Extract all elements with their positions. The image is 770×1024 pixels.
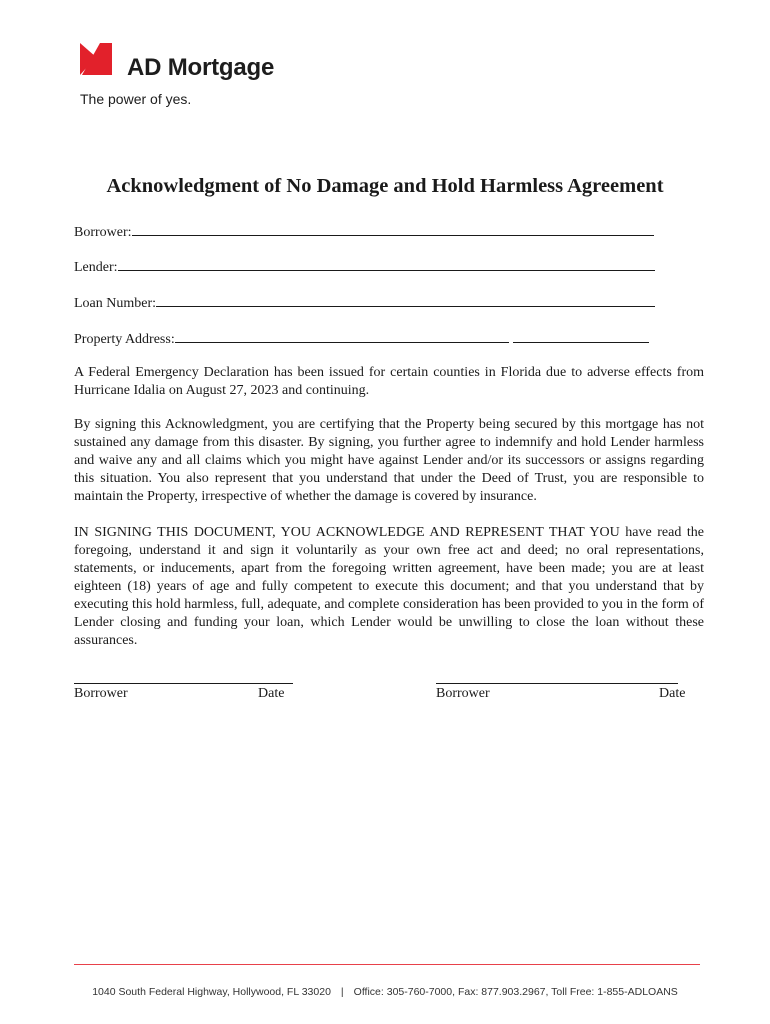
brand-name: AD Mortgage bbox=[127, 54, 275, 81]
footer bbox=[0, 986, 770, 998]
property-address-field bbox=[74, 328, 649, 348]
brand-tagline: The power of yes. bbox=[80, 91, 192, 107]
lender-field bbox=[74, 256, 655, 276]
lender-label: Lender: bbox=[74, 260, 118, 275]
borrower-signature-line-right[interactable] bbox=[436, 683, 678, 684]
property-address-blank-line-2[interactable] bbox=[513, 328, 649, 343]
property-address-blank-line[interactable] bbox=[175, 328, 509, 343]
borrower-blank-line[interactable] bbox=[132, 221, 654, 236]
loan-number-field bbox=[74, 292, 655, 312]
date-label-left: Date bbox=[258, 686, 285, 701]
borrower-label: Borrower: bbox=[74, 225, 132, 240]
date-label-right: Date bbox=[659, 686, 686, 701]
footer-contact: Office: 305-760-7000, Fax: 877.903.2967, Toll Free: 1-855-ADLOANS bbox=[353, 986, 678, 998]
acknowledgment-paragraph: IN SIGNING THIS DOCUMENT, YOU ACKNOWLEDGE AND REPRESENT THAT YOU have read the foregoing, understand it and sign it voluntarily as your own free act and deed; no oral representations, statements, or inducements, apart from the foregoing written agreement, have been made; you are at least eighteen (18) years of age and fully competent to execute this document; and that you understand that by executing this hold harmless, full, adequate, and complete consideration has been provided to you in the form of Lender closing and funding your loan, which Lender would be unwilling to close the loan without these assurances. bbox=[74, 525, 704, 648]
lender-blank-line[interactable] bbox=[118, 256, 655, 271]
loan-number-blank-line[interactable] bbox=[156, 292, 655, 307]
footer-separator: | bbox=[340, 986, 344, 998]
document-title: Acknowledgment of No Damage and Hold Harmless Agreement bbox=[106, 175, 664, 197]
disaster-declaration-paragraph: A Federal Emergency Declaration has been issued for certain counties in Florida due to adverse effects from Hurricane Idalia on August 27, 2023 and continuing. bbox=[74, 365, 704, 398]
borrower-label-right: Borrower bbox=[436, 686, 490, 701]
borrower-signature-line-left[interactable] bbox=[74, 683, 293, 684]
loan-number-label: Loan Number: bbox=[74, 296, 157, 311]
footer-divider bbox=[74, 964, 700, 965]
property-address-label: Property Address: bbox=[74, 332, 175, 347]
ad-mortgage-logo-icon bbox=[80, 43, 112, 75]
borrower-field bbox=[74, 221, 654, 241]
footer-address: 1040 South Federal Highway, Hollywood, FL 33020 bbox=[92, 986, 331, 998]
borrower-label-left: Borrower bbox=[74, 686, 128, 701]
certification-paragraph: By signing this Acknowledgment, you are certifying that the Property being secured by this mortgage has not sustained any damage from this disaster. By signing, you further agree to indemnify and hold Lender harmless and waive any and all claims which you might have against Lender and/or its successors or assigns regarding this situation. You also represent that you understand that under the Deed of Trust, you are responsible to maintain the Property, irrespective of whether the damage is covered by insurance. bbox=[74, 417, 704, 504]
